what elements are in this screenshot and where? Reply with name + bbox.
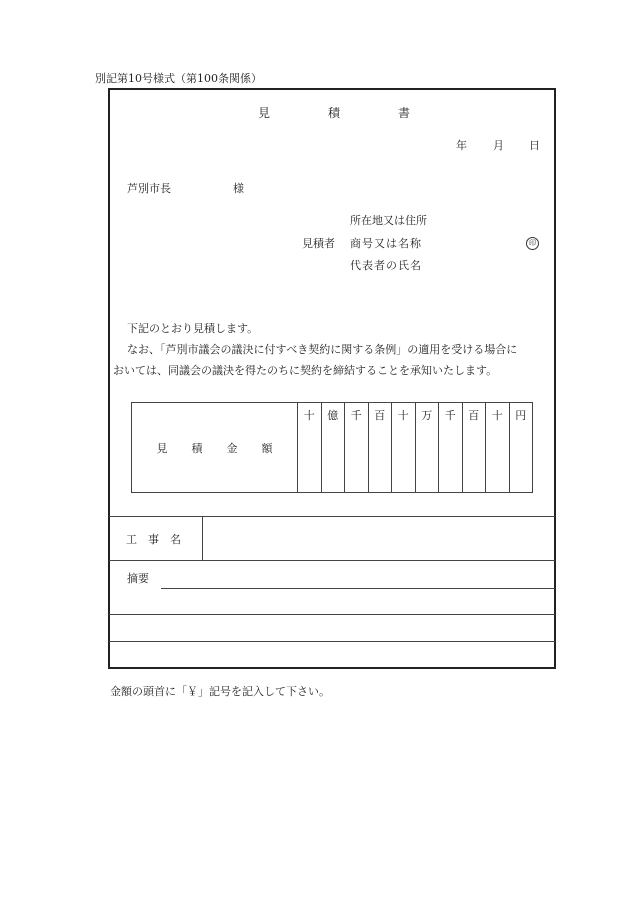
unit-label: 千	[350, 409, 362, 422]
project-name-field[interactable]	[203, 517, 555, 560]
amount-digit-thousand[interactable]	[439, 403, 463, 493]
unit-label: 円	[515, 409, 527, 422]
project-name-label: 工 事 名	[126, 533, 181, 546]
amount-digit-ten-billion[interactable]	[298, 403, 322, 493]
unit-label: 千	[444, 409, 456, 422]
amount-digit-ten-thousand[interactable]	[415, 403, 439, 493]
form-header: 別記第10号様式（第100条関係）	[95, 72, 262, 85]
summary-line-3	[109, 641, 555, 642]
summary-field[interactable]	[161, 565, 555, 588]
amount-label-char-4: 額	[261, 441, 273, 455]
unit-label: 十	[397, 409, 409, 422]
summary-line-2	[109, 614, 555, 615]
summary-label: 摘要	[127, 572, 149, 585]
date-month: 月	[493, 139, 504, 152]
amount-digit-hundred-million[interactable]	[321, 403, 345, 493]
date-day: 日	[529, 139, 540, 152]
amount-digit-hundred[interactable]	[462, 403, 486, 493]
project-bottom-divider	[109, 560, 555, 561]
estimator-address-label: 所在地又は住所	[350, 214, 427, 227]
unit-label: 万	[421, 409, 433, 422]
unit-label: 百	[468, 409, 480, 422]
unit-label: 億	[327, 409, 339, 422]
seal-char: 印	[526, 237, 539, 250]
body-line-1: 下記のとおり見積します。	[127, 322, 259, 335]
addressee-name: 芦別市長	[127, 182, 171, 195]
summary-underline	[161, 588, 555, 589]
estimator-trade-name-label: 商号又は名称	[350, 237, 422, 250]
estimator-representative-label: 代表者の氏名	[350, 259, 422, 272]
unit-label: 百	[374, 409, 386, 422]
amount-digit-million[interactable]	[368, 403, 392, 493]
unit-label: 十	[491, 409, 503, 422]
estimator-label: 見積者	[302, 237, 335, 250]
title-char-3: 書	[398, 106, 411, 120]
title-char-2: 積	[328, 106, 341, 120]
amount-label-char-2: 積	[191, 441, 203, 455]
amount-digit-ten-million[interactable]	[345, 403, 369, 493]
body-line-2: なお、「芦別市議会の議決に付すべき契約に関する条例」の適用を受ける場合に	[127, 343, 518, 356]
amount-label-char-1: 見	[156, 441, 168, 455]
body-line-3: おいては、同議会の議決を得たのちに契約を締結することを承知いたします。	[113, 364, 498, 377]
title-char-1: 見	[258, 106, 271, 120]
unit-label: 十	[303, 409, 315, 422]
amount-digit-ten[interactable]	[486, 403, 510, 493]
seal-mark-icon	[526, 235, 539, 250]
addressee-honorific: 様	[233, 182, 244, 195]
amount-digit-hundred-thousand[interactable]	[392, 403, 416, 493]
amount-label-cell	[132, 403, 298, 493]
amount-digit-yen[interactable]	[509, 403, 533, 493]
amount-label-char-3: 金	[226, 441, 238, 455]
amount-table	[131, 402, 533, 493]
date-year: 年	[456, 139, 467, 152]
footer-note: 金額の頭首に「￥」記号を記入して下さい。	[110, 685, 330, 698]
